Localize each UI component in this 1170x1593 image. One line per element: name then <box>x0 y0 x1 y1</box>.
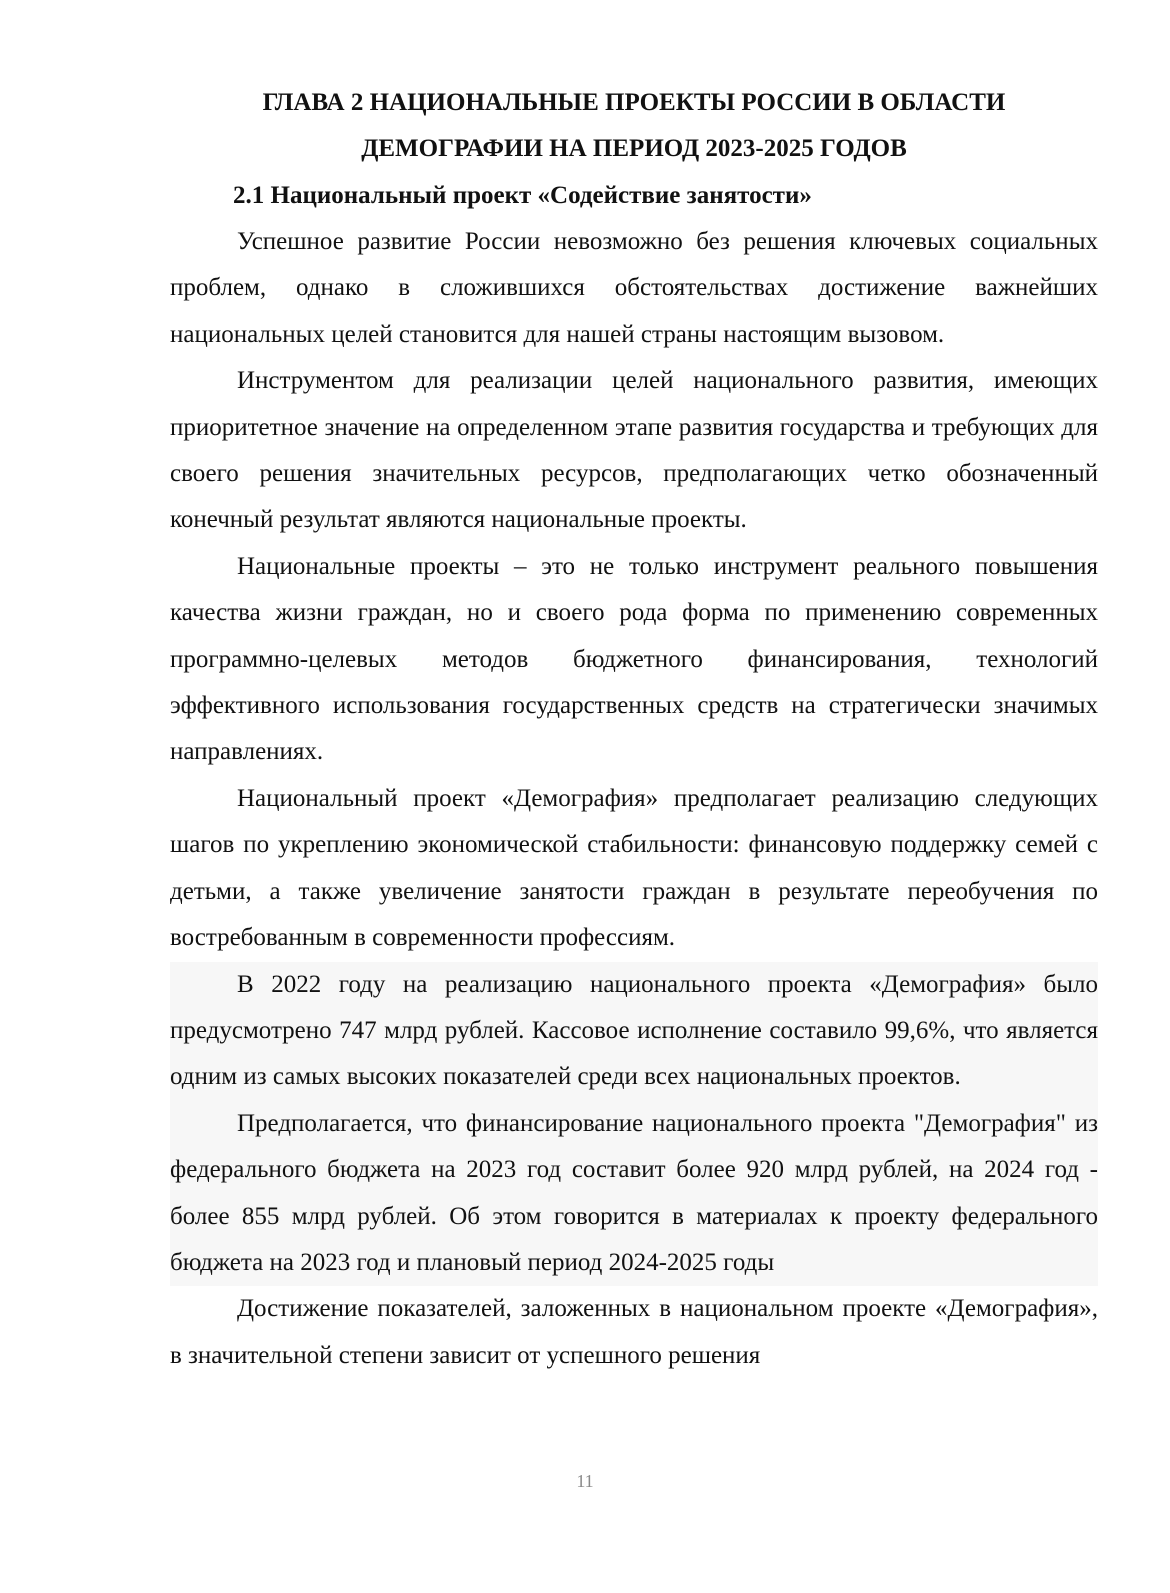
paragraph-7: Достижение показателей, заложенных в национальном проекте «Демография», в значительной степени зависит от успешного решения <box>170 1295 1098 1369</box>
body-text <box>170 219 1098 1379</box>
paragraph-6: Предполагается, что финансирование национального проекта "Демография" из федерального бюджета на 2023 год составит более 920 млрд рублей, на 2024 год - более 855 млрд рублей. Об этом говорится в материалах к проекту федерального бюджета на 2023 год и плановый период 2024-2025 годы <box>170 1101 1098 1287</box>
page-number: 11 <box>576 1471 594 1491</box>
chapter-title-line-2: ДЕМОГРАФИИ НА ПЕРИОД 2023-2025 ГОДОВ <box>361 135 907 162</box>
chapter-title <box>170 80 1098 172</box>
paragraph-3: Национальные проекты – это не только инструмент реального повышения качества жизни граждан, но и своего рода форма по применению современных программно-целевых методов бюджетного финансирования, технологий эффективного использования государственных средств на стратегически значимых направлениях. <box>170 552 1098 766</box>
chapter-title-line-1: ГЛАВА 2 НАЦИОНАЛЬНЫЕ ПРОЕКТЫ РОССИИ В ОБЛАСТИ <box>262 89 1006 116</box>
paragraph-5: В 2022 году на реализацию национального проекта «Демография» было предусмотрено 747 млрд рублей. Кассовое исполнение составило 99,6%, что является одним из самых высоких показателей среди всех национальных проектов. <box>170 962 1098 1101</box>
paragraph-2: Инструментом для реализации целей национального развития, имеющих приоритетное значение на определенном этапе развития государства и требующих для своего решения значительных ресурсов, предполагающих четко обозначенный конечный результат являются национальные проекты. <box>170 367 1098 534</box>
paragraph-1: Успешное развитие России невозможно без решения ключевых социальных проблем, однако в сложившихся обстоятельствах достижение важнейших национальных целей становится для нашей страны настоящим вызовом. <box>170 228 1098 348</box>
paragraph-4: Национальный проект «Демография» предполагает реализацию следующих шагов по укреплению экономической стабильности: финансовую поддержку семей с детьми, а также увеличение занятости граждан в результате переобучения по востребованным в современности профессиям. <box>170 784 1098 952</box>
section-title: 2.1 Национальный проект «Содействие занятости» <box>233 182 812 209</box>
